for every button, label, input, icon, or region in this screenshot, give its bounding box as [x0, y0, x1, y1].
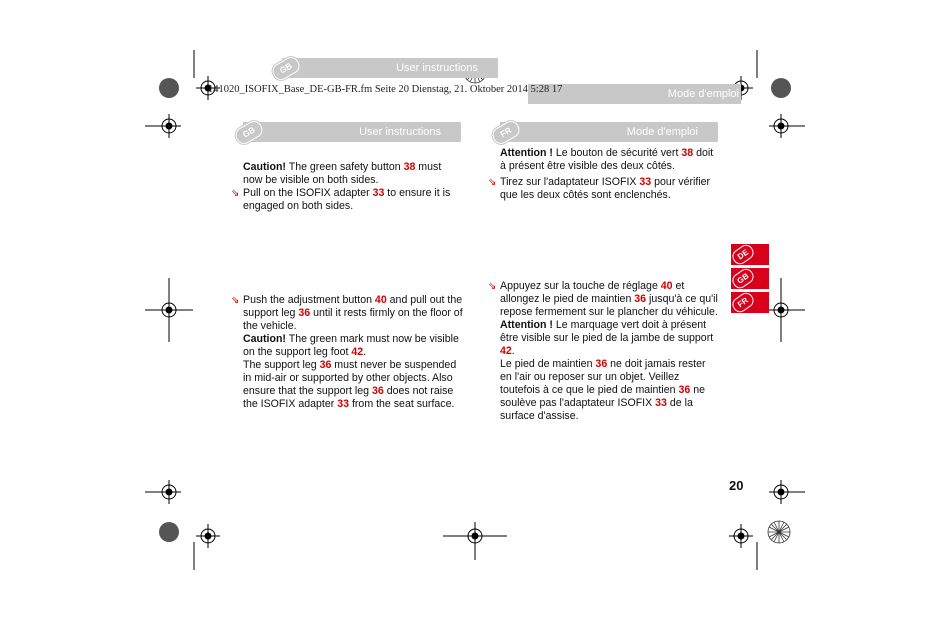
- target-bottom-left: [196, 524, 220, 548]
- text-run: Le pied de maintien: [500, 358, 596, 370]
- ghost-header-left: [277, 58, 498, 78]
- text-run: Pull on the ISOFIX adapter: [243, 187, 373, 199]
- target-right-upper: [769, 114, 793, 138]
- fr-attention-2-paragraph: [500, 319, 720, 358]
- gb-warning-paragraph: [243, 359, 463, 411]
- ref-number: 33: [639, 176, 652, 188]
- fr-step-paragraph: [488, 176, 720, 202]
- left-header-label: User instructions: [359, 126, 441, 138]
- text-run: jusqu'à ce qu'il repose fermement sur le plancher du véhicule.: [500, 293, 718, 318]
- gray-dot-top-right: [771, 78, 791, 98]
- caution-label: Caution!: [243, 161, 286, 173]
- text-run: and pull out the support leg: [243, 294, 463, 319]
- starburst-bottom-right: [768, 521, 790, 543]
- text-run: must now be visible on both sides.: [243, 161, 442, 186]
- lang-tab-de-label: DE: [730, 242, 757, 267]
- text-run: pour vérifier que les deux côtés sont enclenchés.: [500, 176, 711, 201]
- ghost-header-left-label: User instructions: [396, 62, 478, 74]
- ref-number: 33: [655, 397, 667, 409]
- text-run: ne doit jamais rester en l'air ou reposer sur un objet. Veillez toutefois à ce que le pied de maintien: [500, 358, 706, 396]
- text-run: Push the adjustment button: [243, 294, 375, 306]
- ref-number: 36: [319, 359, 332, 371]
- gb-block-2: [231, 294, 463, 411]
- text-run: from the seat surface.: [349, 398, 455, 410]
- lang-tab-fr-label: FR: [730, 290, 757, 315]
- text-run: to ensure it is engaged on both sides.: [243, 187, 451, 212]
- text-run: Le marquage vert doit à présent être visible sur le pied de la jambe de support: [500, 319, 714, 344]
- lang-tab-fr[interactable]: [731, 292, 769, 313]
- target-right-lower: [769, 480, 793, 504]
- fr-block-2: [488, 280, 720, 423]
- slug-line: 141020_ISOFIX_Base_DE-GB-FR.fm Seite 20 Dienstag, 21. Oktober 2014 5:28 17: [208, 84, 563, 95]
- text-run: doit à présent être visible des deux côtés.: [500, 147, 714, 172]
- lang-tab-gb-label: GB: [730, 266, 757, 291]
- attention-label: Attention !: [500, 319, 553, 331]
- text-run: must never be suspended in mid-air or supported by other objects. Also ensure that the support leg: [243, 359, 457, 397]
- arrow-icon: ⇘: [488, 281, 497, 292]
- ref-number: 36: [678, 384, 691, 396]
- fr-block-1: [488, 147, 720, 202]
- ref-number: 40: [660, 280, 673, 292]
- text-run: de la surface d'assise.: [500, 397, 693, 422]
- ref-number: 42: [500, 345, 512, 357]
- gb-caution-paragraph: [243, 161, 463, 187]
- fr-warning-paragraph: [500, 358, 720, 423]
- ref-number: 36: [371, 385, 384, 397]
- caution-label: Caution!: [243, 333, 286, 345]
- target-left-lower: [157, 480, 181, 504]
- text-run: does not raise the ISOFIX adapter: [243, 385, 454, 410]
- fr-attention-paragraph: [500, 147, 720, 173]
- ref-number: 36: [595, 358, 608, 370]
- attention-label: Attention !: [500, 147, 553, 159]
- text-run: ne soulève pas l'adaptateur ISOFIX: [500, 384, 705, 409]
- lang-tab-de[interactable]: [731, 244, 769, 265]
- ghost-header-left-badge: GB: [270, 54, 303, 83]
- ref-number: 42: [351, 346, 364, 358]
- target-bottom-center: [443, 522, 507, 560]
- target-bottom-right: [729, 524, 753, 548]
- ref-number: 33: [337, 398, 350, 410]
- page-number: 20: [729, 478, 744, 493]
- arrow-icon: ⇘: [488, 177, 497, 188]
- lang-tab-gb[interactable]: [731, 268, 769, 289]
- text-run: until it rests firmly on the floor of the vehicle.: [243, 307, 463, 332]
- target-left-mid: [145, 278, 193, 342]
- target-left-upper: [157, 114, 181, 138]
- ref-number: 36: [298, 307, 311, 319]
- arrow-icon: ⇘: [231, 188, 240, 199]
- text-run: The green safety button: [285, 161, 404, 173]
- ref-number: 38: [403, 161, 416, 173]
- gray-dot-top-left: [159, 78, 179, 98]
- text-run: et allongez le pied de maintien: [500, 280, 685, 305]
- ghost-header-right-label: Mode d'emploi: [667, 88, 739, 100]
- ref-number: 33: [372, 187, 385, 199]
- text-run: .: [363, 346, 367, 358]
- text-run: Le bouton de sécurité vert: [552, 147, 682, 159]
- fr-step-2-paragraph: [488, 280, 720, 319]
- text-run: The green mark must now be visible on the support leg foot: [243, 333, 459, 358]
- left-section-header: [240, 122, 461, 142]
- gb-step-paragraph: [231, 187, 463, 213]
- right-header-badge: FR: [490, 118, 523, 147]
- ref-number: 40: [374, 294, 387, 306]
- gray-dot-bottom-left: [159, 522, 179, 542]
- left-header-badge: GB: [233, 118, 266, 147]
- right-header-label: Mode d'emploi: [626, 126, 698, 138]
- text-run: The support leg: [243, 359, 320, 371]
- text-run: Tirez sur l'adaptateur ISOFIX: [500, 176, 640, 188]
- gb-block-1: [231, 161, 463, 213]
- gb-caution-2-paragraph: [243, 333, 463, 359]
- right-section-header: [500, 122, 718, 142]
- text-run: Appuyez sur la touche de réglage: [500, 280, 661, 292]
- text-run: .: [511, 345, 515, 357]
- ref-number: 38: [681, 147, 694, 159]
- ref-number: 36: [634, 293, 647, 305]
- gb-step-2-paragraph: [231, 294, 463, 333]
- arrow-icon: ⇘: [231, 295, 240, 306]
